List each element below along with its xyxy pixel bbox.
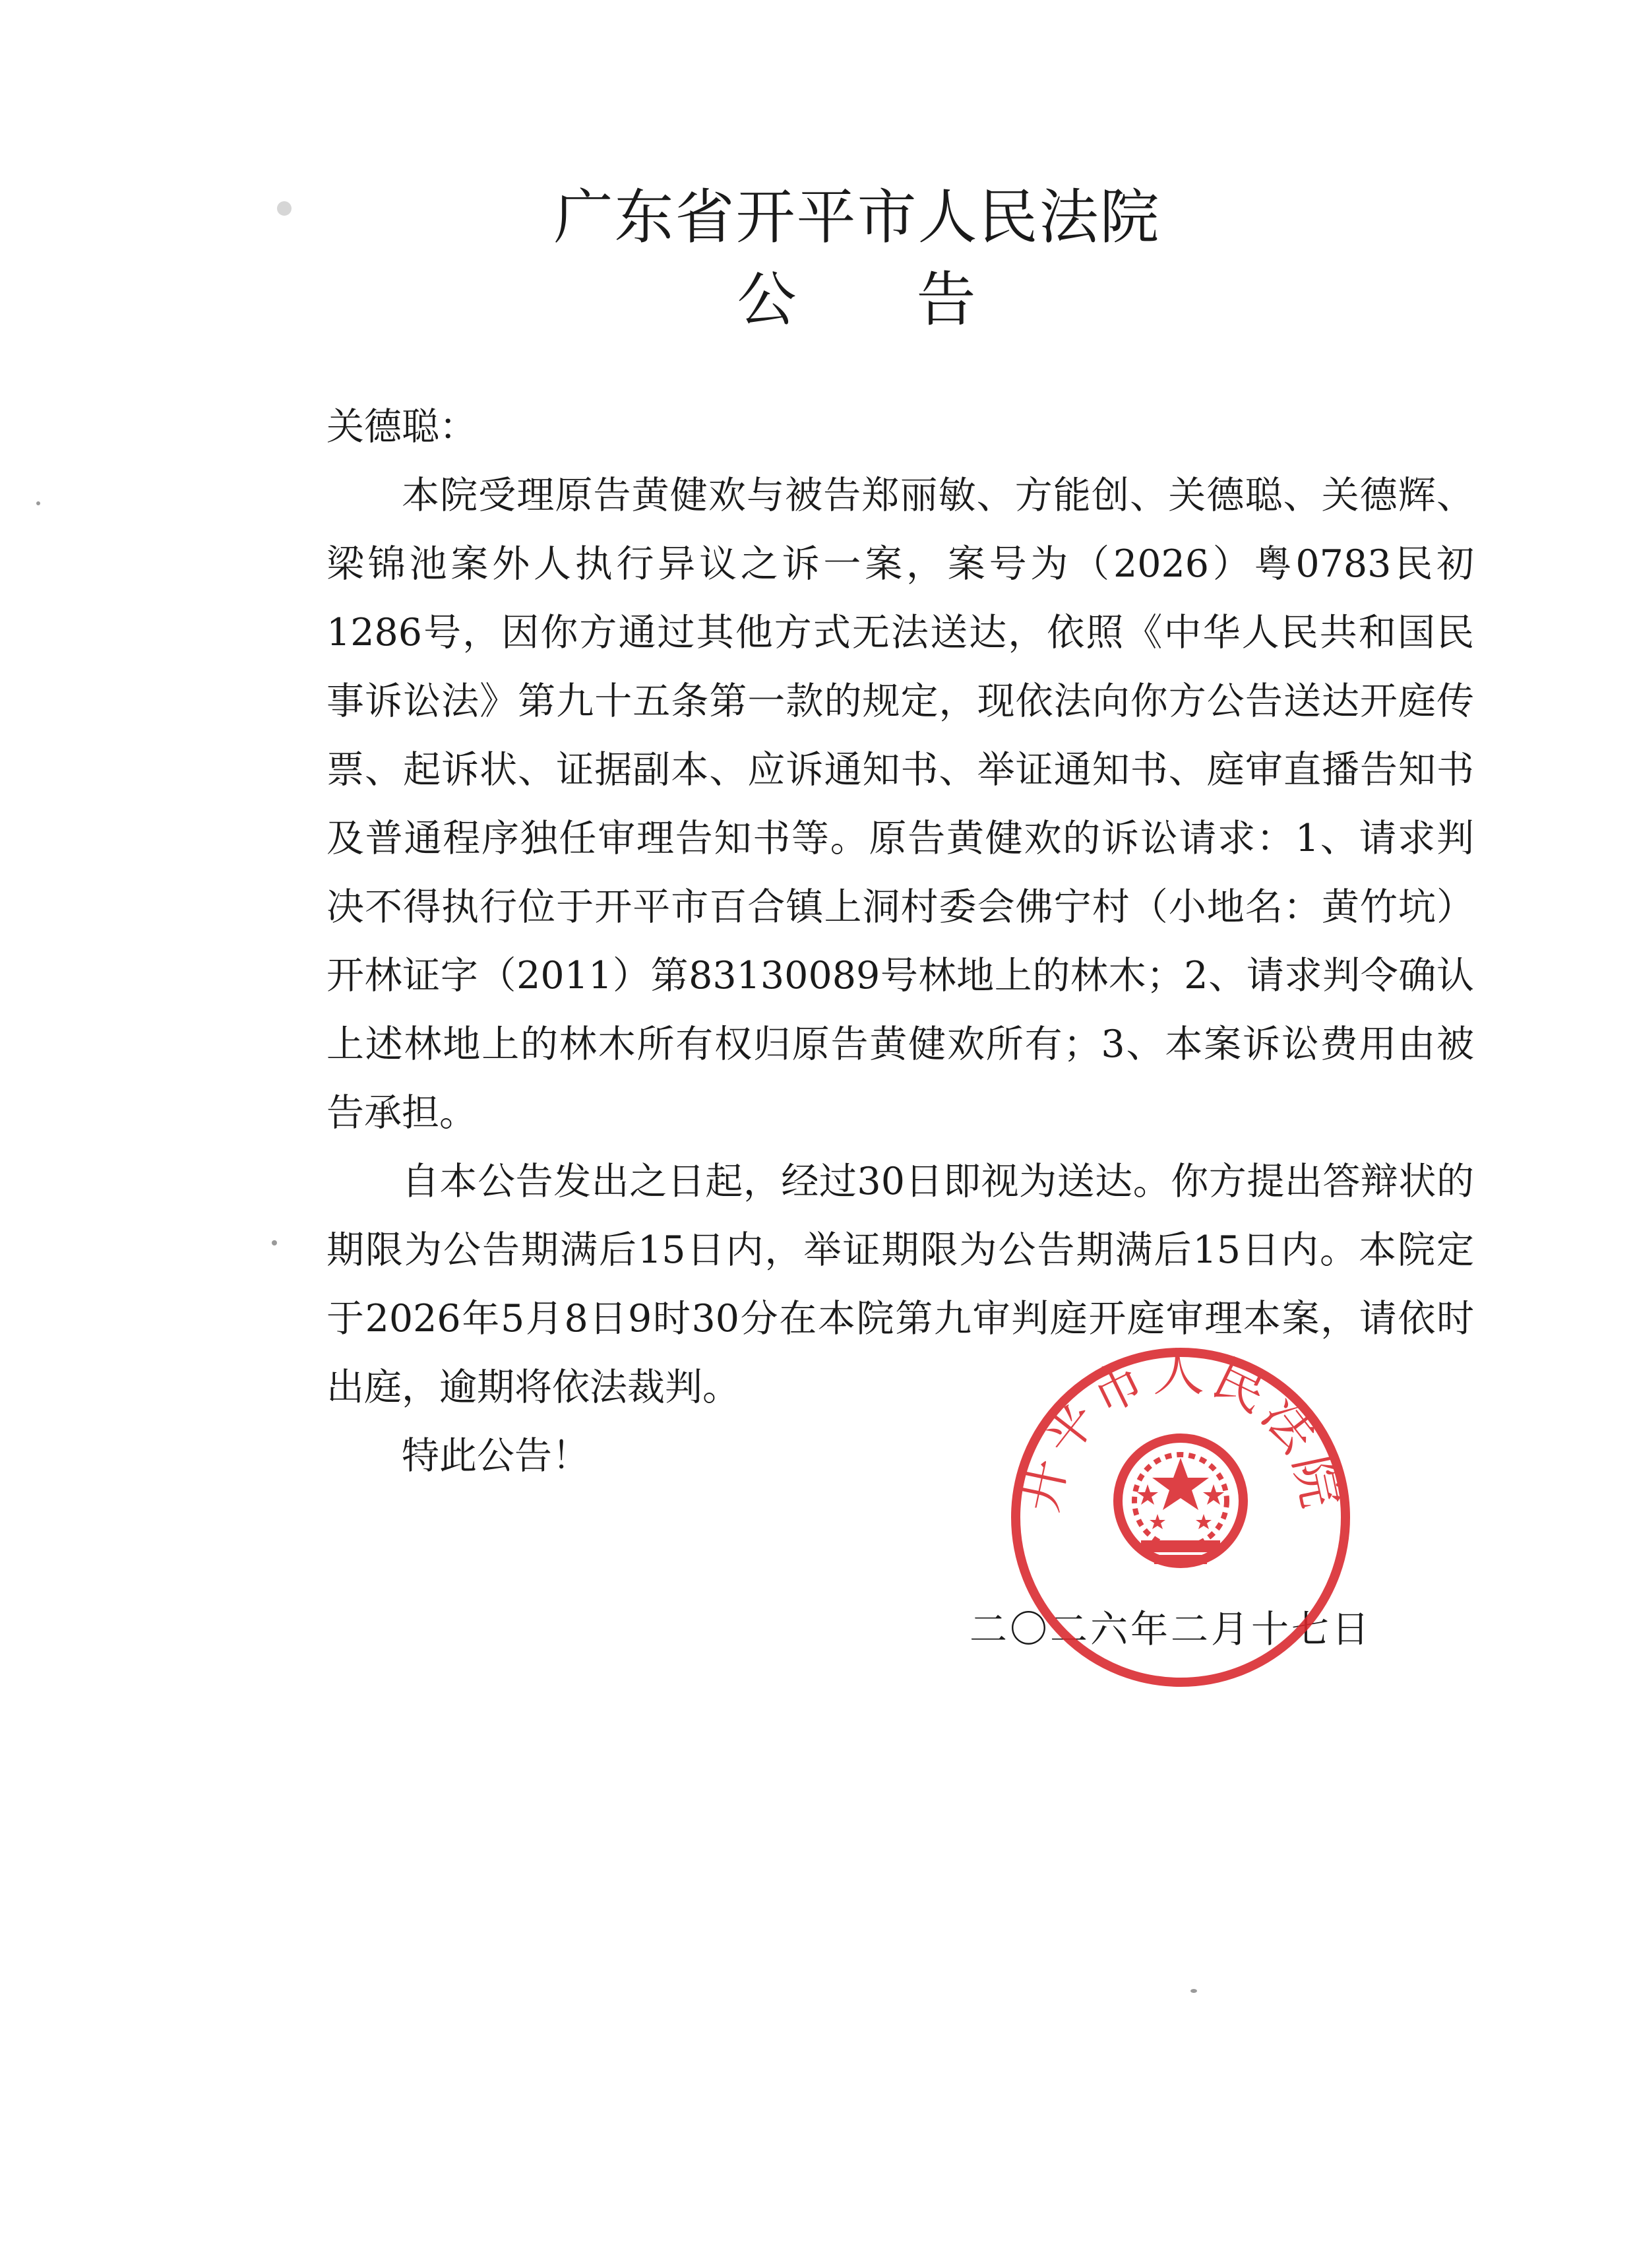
service-paragraph: 自本公告发出之日起，经过30日即视为送达。你方提出答辩状的期限为公告期满后15日内，举证期限为公告期满后15日内。本院定于2026年5月8日9时30分在本院第九审判庭开庭审理本案，请依时出庭，逾期将依法裁判。 [326, 1160, 1474, 1409]
notice-body [326, 393, 1474, 1490]
court-name: 广东省开平市人民法院 [553, 183, 1161, 252]
notice-title [79, 257, 1635, 343]
scan-speck [272, 1240, 277, 1245]
issue-date: 二〇二六年二月十七日 [970, 1608, 1372, 1651]
notice-title-char-1: 公 [737, 265, 798, 334]
court-seal-stamp [1006, 1342, 1355, 1692]
title-block [0, 178, 1635, 343]
scan-speck [1190, 1989, 1197, 1993]
scan-speck [36, 501, 40, 505]
case-paragraph: 本院受理原告黄健欢与被告郑丽敏、方能创、关德聪、关德辉、梁锦池案外人执行异议之诉一案，案号为（2026）粤0783民初1286号，因你方通过其他方式无法送达，依照《中华人民共和国民事诉讼法》第九十五条第一款的规定，现依法向你方公告送达开庭传票、起诉状、证据副本、应诉通知书、举证通知书、庭审直播告知书及普通程序独任审理告知书等。原告黄健欢的诉讼请求：1、请求判决不得执行位于开平市百合镇上洞村委会佛宁村（小地名：黄竹坑）开林证字（2011）第83130089号林地上的林木；2、请求判令确认上述林地上的林木所有权归原告黄健欢所有；3、本案诉讼费用由被告承担。 [326, 474, 1474, 1135]
closing-line: 特此公告！ [402, 1434, 590, 1478]
notice-title-char-2: 告 [916, 265, 977, 334]
svg-text:开平市人民法院: 开平市人民法院 [1009, 1343, 1352, 1517]
addressee: 关德聪： [326, 405, 477, 449]
